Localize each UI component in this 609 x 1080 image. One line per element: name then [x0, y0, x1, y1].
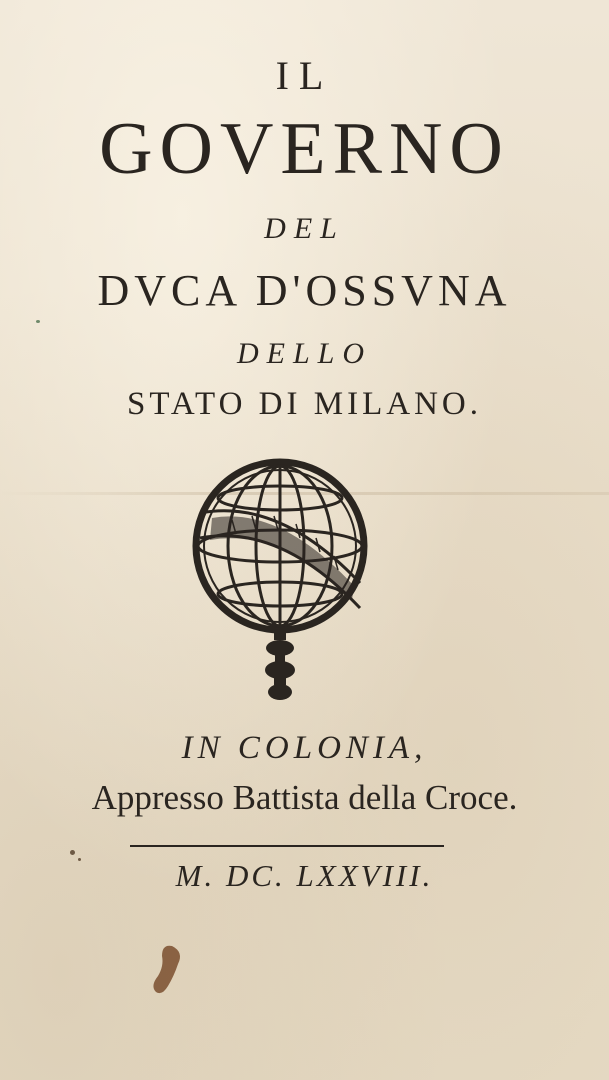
ink-speck	[78, 858, 81, 861]
title-line-dello: DELLO	[236, 337, 373, 370]
imprint-place: IN COLONIA,	[181, 730, 428, 766]
imprint-year: M. DC. LXXVIII.	[175, 858, 434, 893]
imprint-rule	[130, 845, 444, 847]
ink-speck	[70, 850, 75, 855]
title-line-stato: STATO DI MILANO.	[127, 386, 482, 422]
ink-speck	[36, 320, 40, 323]
imprint-printer: Appresso Battista della Croce.	[91, 778, 518, 817]
armillary-sphere-icon	[182, 458, 378, 708]
title-line-il: IL	[275, 53, 334, 98]
title-line-duca: DVCA D'OSSVNA	[97, 266, 512, 315]
ink-stain	[150, 942, 186, 998]
title-line-del: DEL	[264, 212, 345, 245]
title-line-governo: GOVERNO	[99, 108, 510, 190]
